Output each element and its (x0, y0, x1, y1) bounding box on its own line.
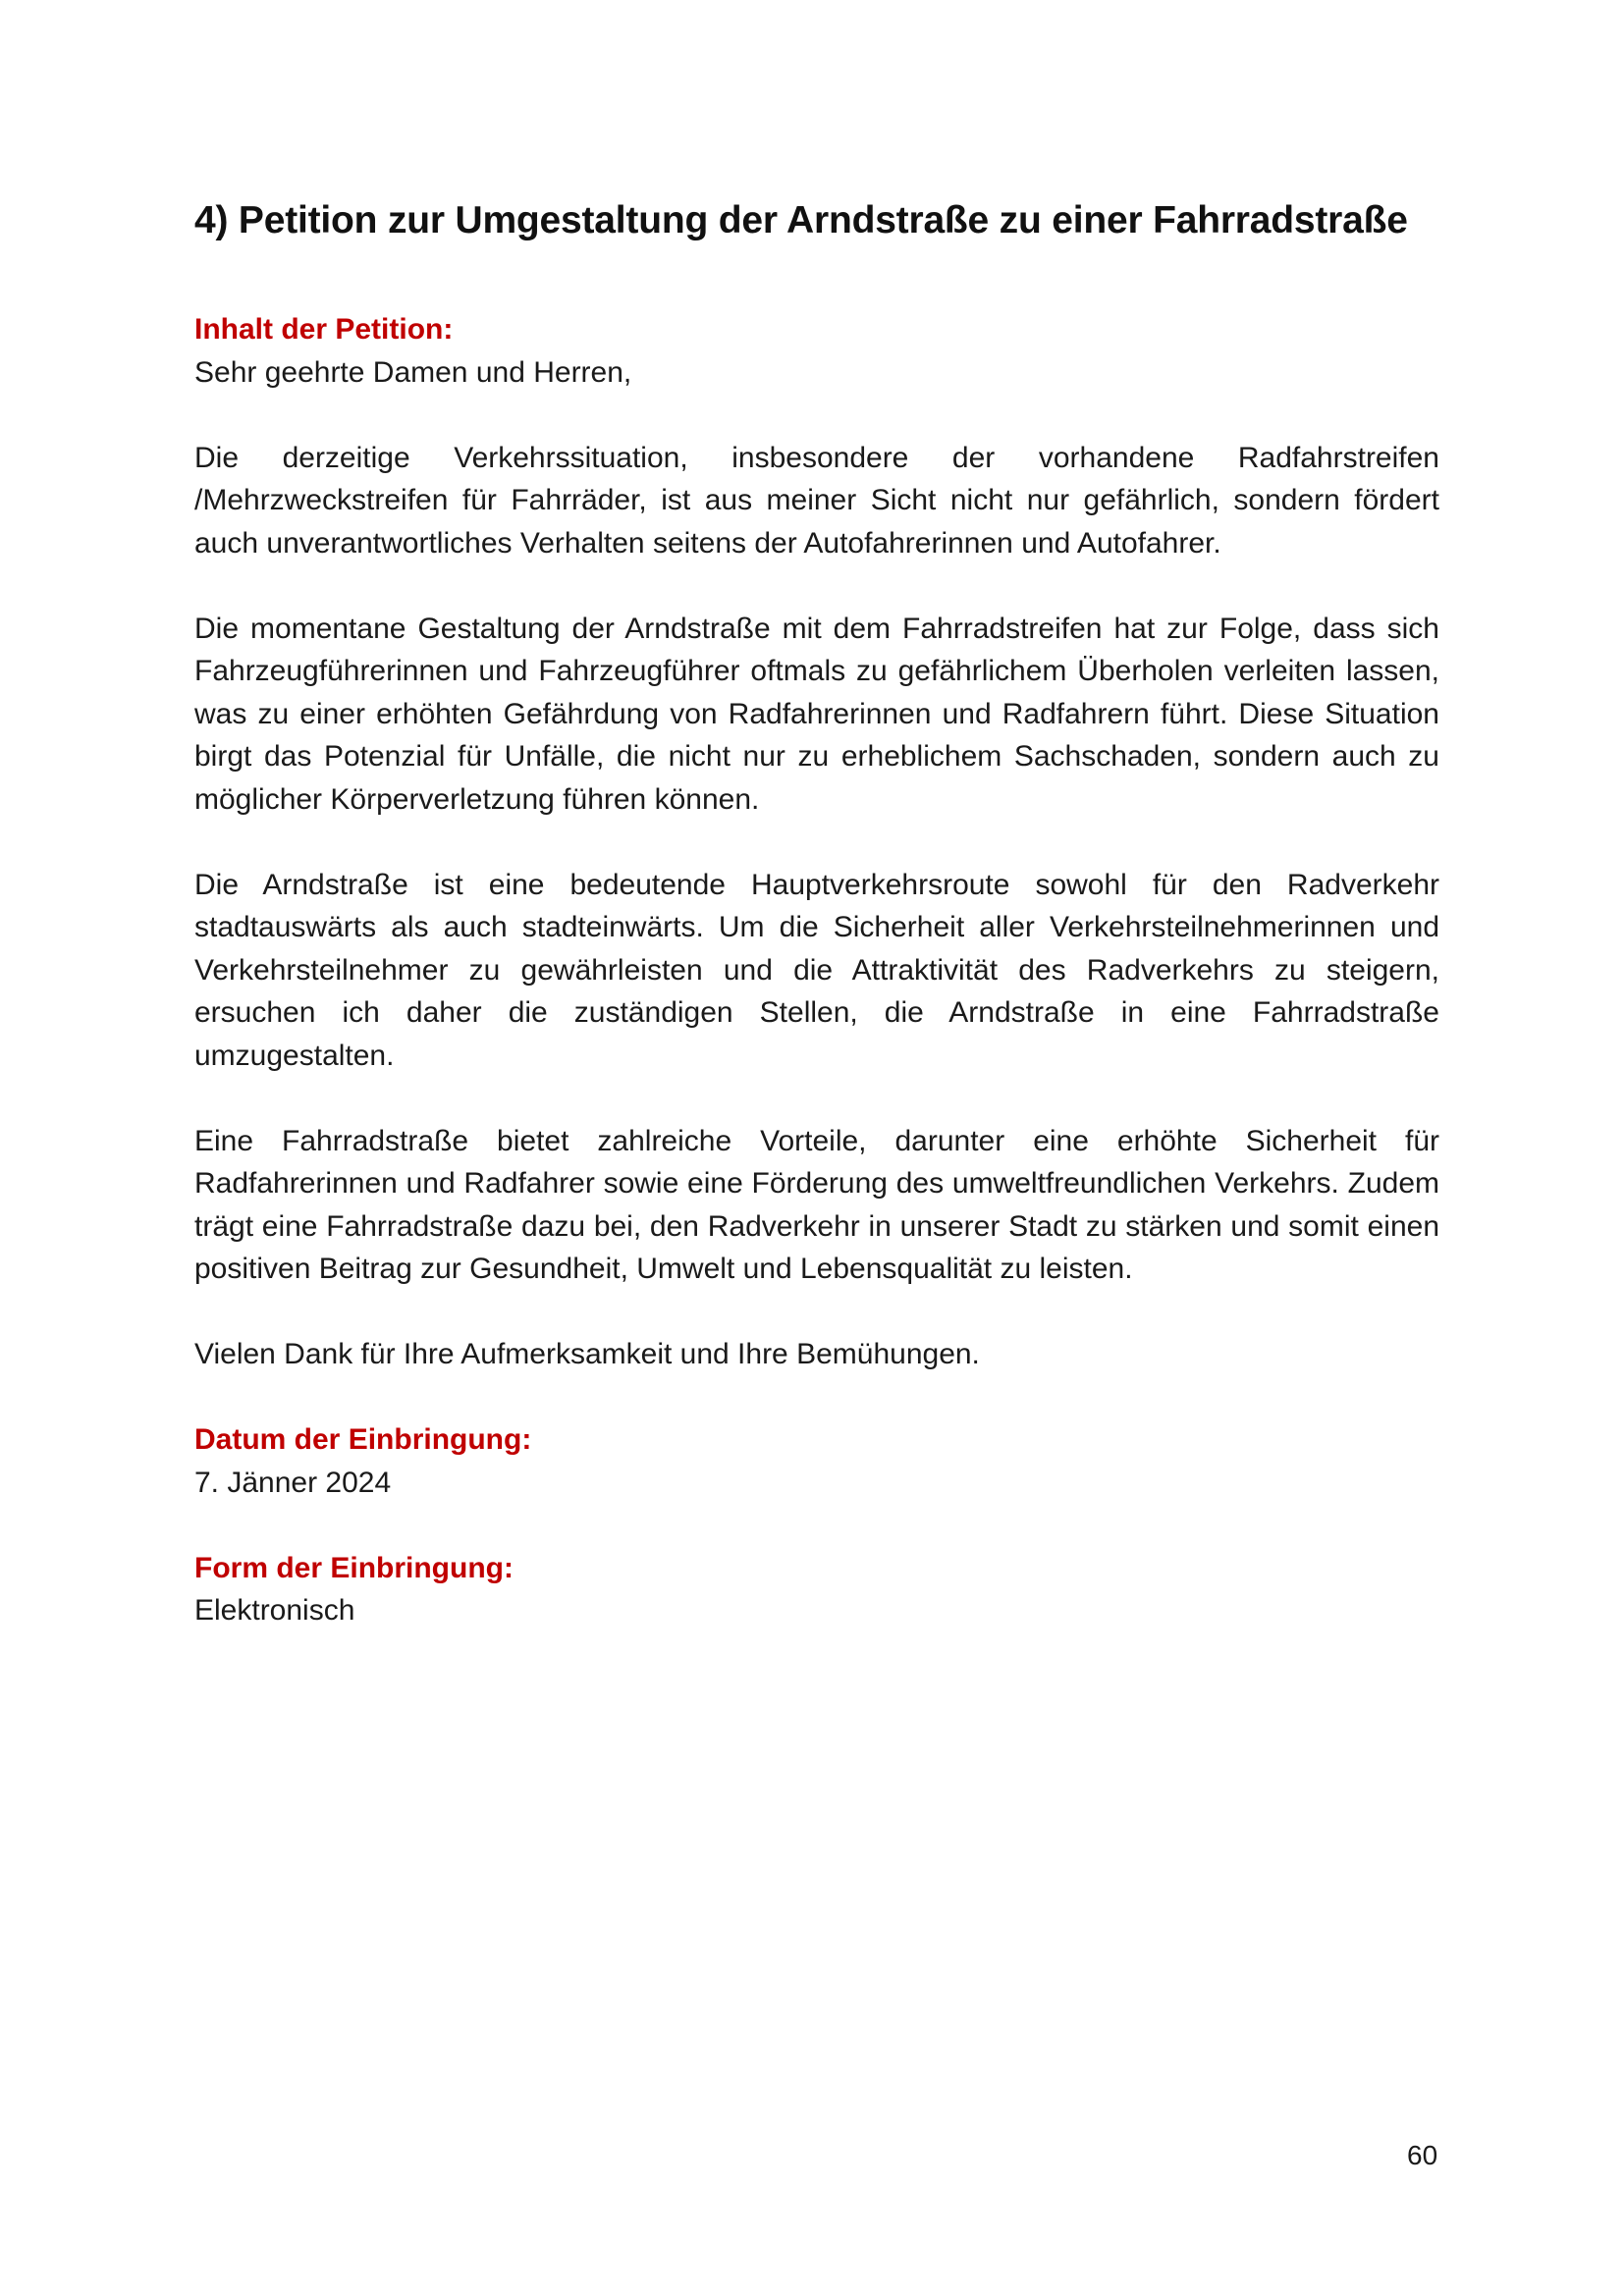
petition-content (194, 308, 1439, 1632)
submission-date-value: 7. Jänner 2024 (194, 1466, 392, 1499)
paragraph-4: Eine Fahrradstraße bietet zahlreiche Vorteile, darunter eine erhöhte Sicherheit für Radfahrerinnen und Radfahrer sowie eine Förderung des umweltfreundlichen Verkehrs. Zudem trägt eine Fahrradstraße dazu bei, den Radverkehr in unserer Stadt zu stärken und somit einen positiven Beitrag zur Gesundheit, Umwelt und Lebensqualität zu leisten. (194, 1124, 1439, 1285)
closing-line: Vielen Dank für Ihre Aufmerksamkeit und Ihre Bemühungen. (194, 1338, 980, 1370)
petition-content-label: Inhalt der Petition: (194, 313, 454, 346)
greeting: Sehr geehrte Damen und Herren, (194, 355, 632, 389)
page-title: 4) Petition zur Umgestaltung der Arndstraße zu einer Fahrradstraße (194, 199, 1408, 241)
paragraph-2: Die momentane Gestaltung der Arndstraße mit dem Fahrradstreifen hat zur Folge, dass sich Fahrzeugführerinnen und Fahrzeugführer oftmals zu gefährlichem Überholen verleiten lassen, was zu einer erhöhten Gefährdung von Radfahrerinnen und Radfahrern führt. Diese Situation birgt das Potenzial für Unfälle, die nicht nur zu erheblichem Sachschaden, sondern auch zu möglicher Körperverletzung führen können. (194, 612, 1439, 816)
submission-form-value: Elektronisch (194, 1594, 355, 1627)
submission-date-label: Datum der Einbringung: (194, 1423, 532, 1456)
paragraph-1: Die derzeitige Verkehrssituation, insbesondere der vorhandene Radfahrstreifen /Mehrzweckstreifen für Fahrräder, ist aus meiner Sicht nicht nur gefährlich, sondern fördert auch unverantwortliches Verhalten seitens der Autofahrerinnen und Autofahrer. (194, 441, 1439, 560)
submission-form-label: Form der Einbringung: (194, 1551, 514, 1584)
paragraph-3: Die Arndstraße ist eine bedeutende Hauptverkehrsroute sowohl für den Radverkehr stadtauswärts als auch stadteinwärts. Um die Sicherheit aller Verkehrsteilnehmerinnen und Verkehrsteilnehmer zu gewährleisten und die Attraktivität des Radverkehrs zu steigern, ersuchen ich daher die zuständigen Stellen, die Arndstraße in eine Fahrradstraße umzugestalten. (194, 868, 1439, 1072)
page-number: 60 (1407, 2140, 1438, 2170)
